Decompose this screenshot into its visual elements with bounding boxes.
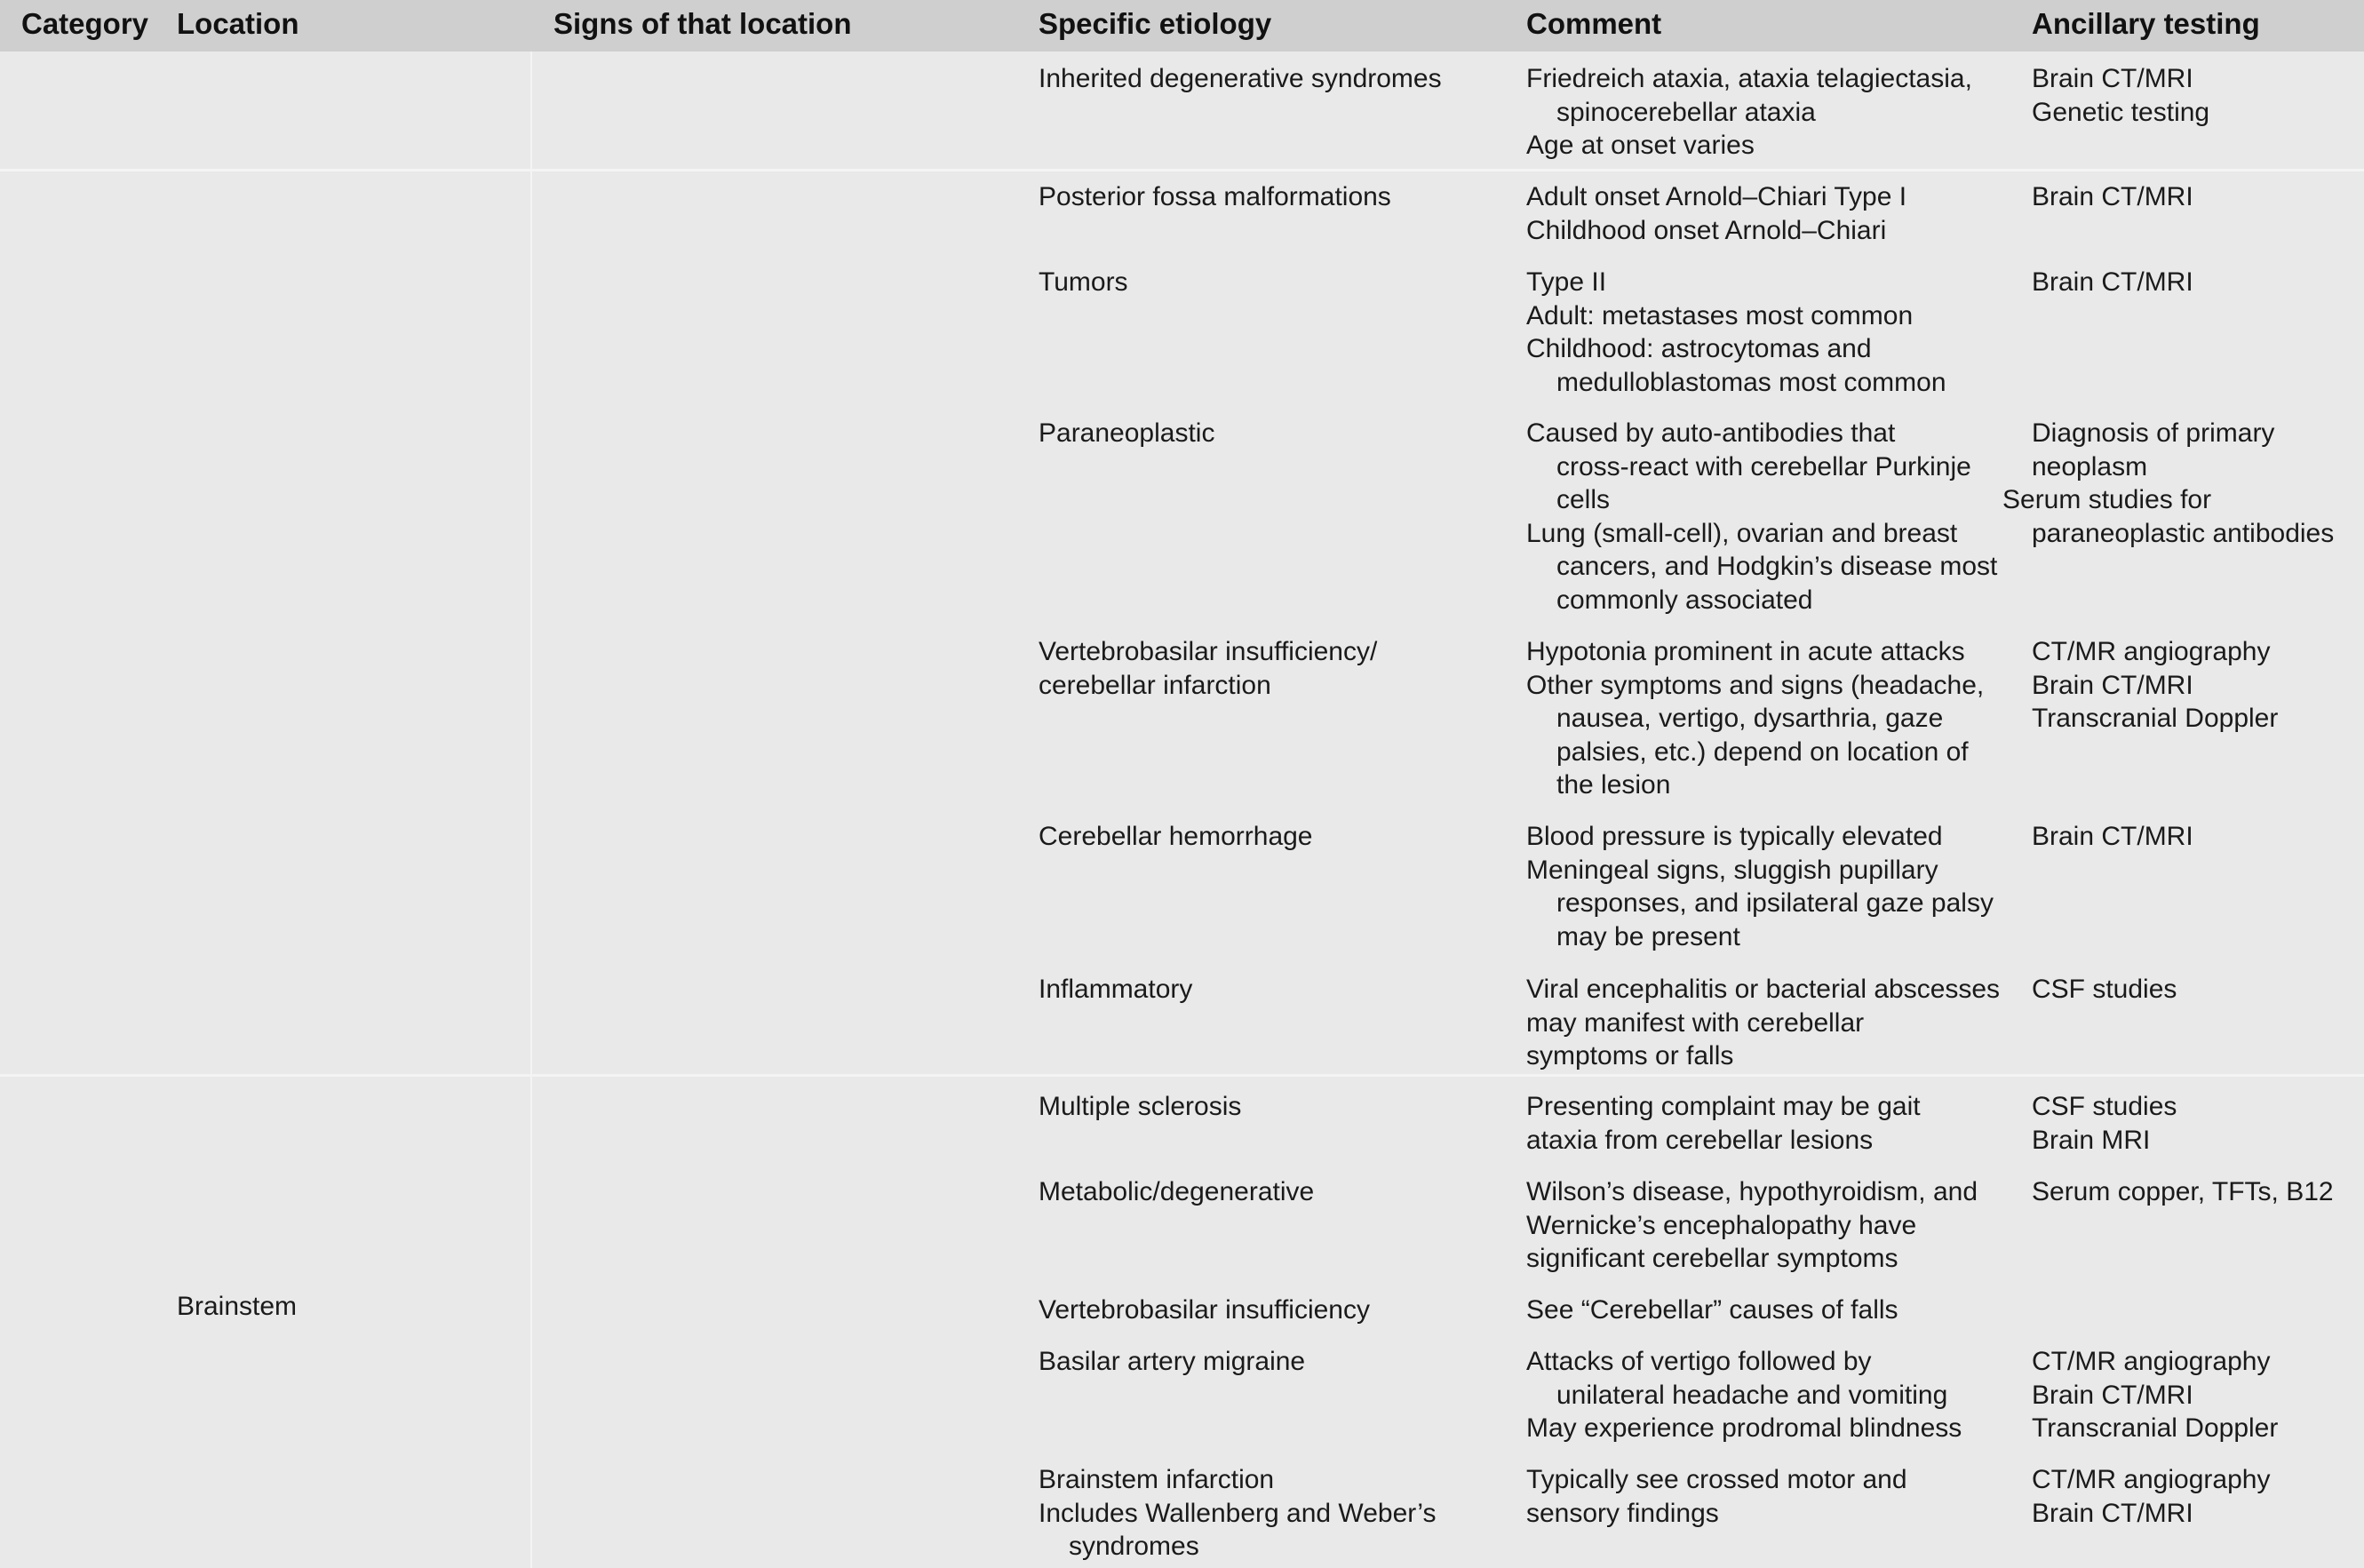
etiology-line: Includes Wallenberg and Weber’s (1039, 1498, 1437, 1528)
testing-line: neoplasm (2032, 451, 2148, 482)
testing-line: Serum studies for (2002, 485, 2212, 514)
comment-line: Adult onset Arnold–Chiari Type I (1526, 182, 1907, 211)
testing-line: Brain CT/MRI (2032, 182, 2193, 211)
comment-cell (1526, 1463, 1907, 1530)
comment-line: nausea, vertigo, dysarthria, gaze (1556, 704, 1944, 733)
comment-line: cross-react with cerebellar Purkinje (1556, 451, 1971, 482)
testing-cell (2032, 1175, 2334, 1209)
testing-line: Brain CT/MRI (2032, 1380, 2193, 1410)
etiology-line: Cerebellar hemorrhage (1039, 822, 1313, 851)
comment-line: May experience prodromal blindness (1526, 1413, 1962, 1443)
header-category: Category (21, 7, 149, 40)
comment-cell (1526, 266, 1946, 399)
table-header-row (0, 0, 2364, 52)
testing-cell (2032, 973, 2177, 1007)
testing-line: Brain CT/MRI (2032, 267, 2193, 297)
comment-cell (1526, 1090, 1921, 1157)
comment-cell (1526, 62, 1972, 163)
etiology-line: Vertebrobasilar insufficiency (1039, 1295, 1370, 1325)
comment-line: Childhood onset Arnold–Chiari (1526, 215, 1887, 245)
comment-line: Wernicke’s encephalopathy have (1526, 1210, 1917, 1240)
comment-line: responses, and ipsilateral gaze palsy (1556, 888, 1994, 918)
comment-line: ataxia from cerebellar lesions (1526, 1125, 1874, 1155)
header-signs: Signs of that location (553, 7, 852, 40)
testing-cell (2032, 180, 2193, 214)
testing-cell (2032, 1345, 2278, 1445)
testing-cell (2032, 820, 2193, 854)
etiology-cell (1039, 62, 1442, 96)
comment-line: Presenting complaint may be gait (1526, 1092, 1921, 1121)
comment-line: Wilson’s disease, hypothyroidism, and (1526, 1177, 1978, 1206)
testing-line: Brain CT/MRI (2032, 822, 2193, 851)
etiology-line: syndromes (1069, 1532, 1199, 1561)
testing-line: Transcranial Doppler (2032, 704, 2279, 733)
row-group-divider (0, 1074, 2364, 1077)
comment-line: cancers, and Hodgkin’s disease most (1556, 552, 1998, 581)
header-comment: Comment (1526, 7, 1662, 40)
comment-line: Adult: metastases most common (1526, 300, 1914, 330)
etiology-line: cerebellar infarction (1039, 670, 1271, 700)
testing-line: paraneoplastic antibodies (2032, 518, 2335, 548)
comment-line: commonly associated (1556, 585, 1813, 615)
testing-line: CSF studies (2032, 975, 2177, 1004)
header-etiology: Specific etiology (1039, 7, 1272, 40)
comment-line: Meningeal signs, sluggish pupillary (1526, 855, 1938, 885)
testing-line: CT/MR angiography (2032, 1347, 2271, 1376)
etiology-cell (1039, 1175, 1314, 1209)
etiology-cell (1039, 1463, 1436, 1564)
testing-line: Genetic testing (2032, 97, 2210, 127)
comment-line: Age at onset varies (1526, 131, 1755, 160)
etiology-cell (1039, 1345, 1305, 1379)
etiology-line: Inflammatory (1039, 975, 1193, 1004)
comment-line: Blood pressure is typically elevated (1526, 822, 1943, 851)
etiology-cell (1039, 417, 1214, 450)
testing-line: Brain CT/MRI (2032, 1498, 2193, 1528)
header-ancillary-testing: Ancillary testing (2032, 7, 2260, 40)
comment-cell (1526, 973, 2000, 1073)
testing-cell (2032, 635, 2278, 736)
comment-line: significant cerebellar symptoms (1526, 1244, 1898, 1273)
comment-line: Other symptoms and signs (headache, (1526, 670, 1985, 700)
comment-line: cells (1556, 485, 1611, 514)
testing-line: Transcranial Doppler (2032, 1413, 2279, 1443)
etiology-cell (1039, 266, 1128, 299)
etiology-cell (1039, 973, 1192, 1007)
testing-line: Brain CT/MRI (2032, 64, 2193, 93)
column-divider (530, 52, 532, 1568)
row-group-divider (0, 169, 2364, 171)
comment-line: Childhood: astrocytomas and (1526, 334, 1872, 363)
etiology-line: Basilar artery migraine (1039, 1347, 1306, 1376)
etiology-line: Brainstem infarction (1039, 1465, 1275, 1494)
comment-cell (1526, 1345, 1962, 1445)
comment-line: Attacks of vertigo followed by (1526, 1347, 1872, 1376)
testing-line: Brain MRI (2032, 1125, 2151, 1155)
etiology-line: Posterior fossa malformations (1039, 182, 1391, 211)
etiology-cell (1039, 180, 1391, 214)
comment-cell (1526, 635, 1984, 802)
comment-line: medulloblastomas most common (1556, 367, 1946, 397)
testing-cell (2032, 1090, 2177, 1157)
etiology-cell (1039, 820, 1313, 854)
testing-line: CT/MR angiography (2032, 1465, 2271, 1494)
comment-cell (1526, 417, 1997, 617)
testing-cell (2002, 417, 2335, 550)
etiology-line: Multiple sclerosis (1039, 1092, 1242, 1121)
testing-line: CT/MR angiography (2032, 637, 2271, 666)
etiology-line: Paraneoplastic (1039, 418, 1215, 448)
etiology-cell (1039, 1090, 1241, 1124)
comment-line: Type II (1526, 267, 1607, 297)
comment-cell (1526, 1293, 1898, 1327)
comment-line: Viral encephalitis or bacterial abscesses (1526, 975, 2001, 1004)
testing-cell (2032, 1463, 2270, 1530)
comment-cell (1526, 820, 1994, 953)
etiology-line: Metabolic/degenerative (1039, 1177, 1315, 1206)
testing-cell (2032, 266, 2193, 299)
comment-line: may be present (1556, 921, 1740, 951)
comment-line: Caused by auto-antibodies that (1526, 418, 1896, 448)
comment-line: unilateral headache and vomiting (1556, 1380, 1948, 1410)
testing-line: Diagnosis of primary (2032, 418, 2275, 448)
comment-line: palsies, etc.) depend on location of (1556, 736, 1969, 767)
comment-line: may manifest with cerebellar (1526, 1007, 1865, 1038)
etiology-line: Inherited degenerative syndromes (1039, 64, 1442, 93)
header-location: Location (177, 7, 299, 40)
comment-line: symptoms or falls (1526, 1041, 1734, 1071)
etiology-cell (1039, 1293, 1370, 1327)
comment-line: sensory findings (1526, 1498, 1719, 1528)
etiology-cell (1039, 635, 1377, 702)
comment-line: Typically see crossed motor and (1526, 1465, 1907, 1494)
testing-cell (2032, 62, 2209, 129)
comment-line: the lesion (1556, 770, 1671, 800)
comment-cell (1526, 1175, 1978, 1276)
comment-cell (1526, 180, 1906, 247)
comment-line: See “Cerebellar” causes of falls (1526, 1295, 1898, 1325)
location-brainstem: Brainstem (177, 1292, 298, 1321)
testing-line: Serum copper, TFTs, B12 (2032, 1177, 2334, 1206)
testing-line: Brain CT/MRI (2032, 670, 2193, 700)
etiology-line: Vertebrobasilar insufficiency/ (1039, 637, 1378, 666)
comment-line: Hypotonia prominent in acute attacks (1526, 637, 1965, 666)
etiology-line: Tumors (1039, 267, 1128, 297)
comment-line: spinocerebellar ataxia (1556, 97, 1816, 127)
testing-line: CSF studies (2032, 1092, 2177, 1121)
comment-line: Lung (small-cell), ovarian and breast (1526, 518, 1958, 548)
comment-line: Friedreich ataxia, ataxia telagiectasia, (1526, 64, 1972, 93)
